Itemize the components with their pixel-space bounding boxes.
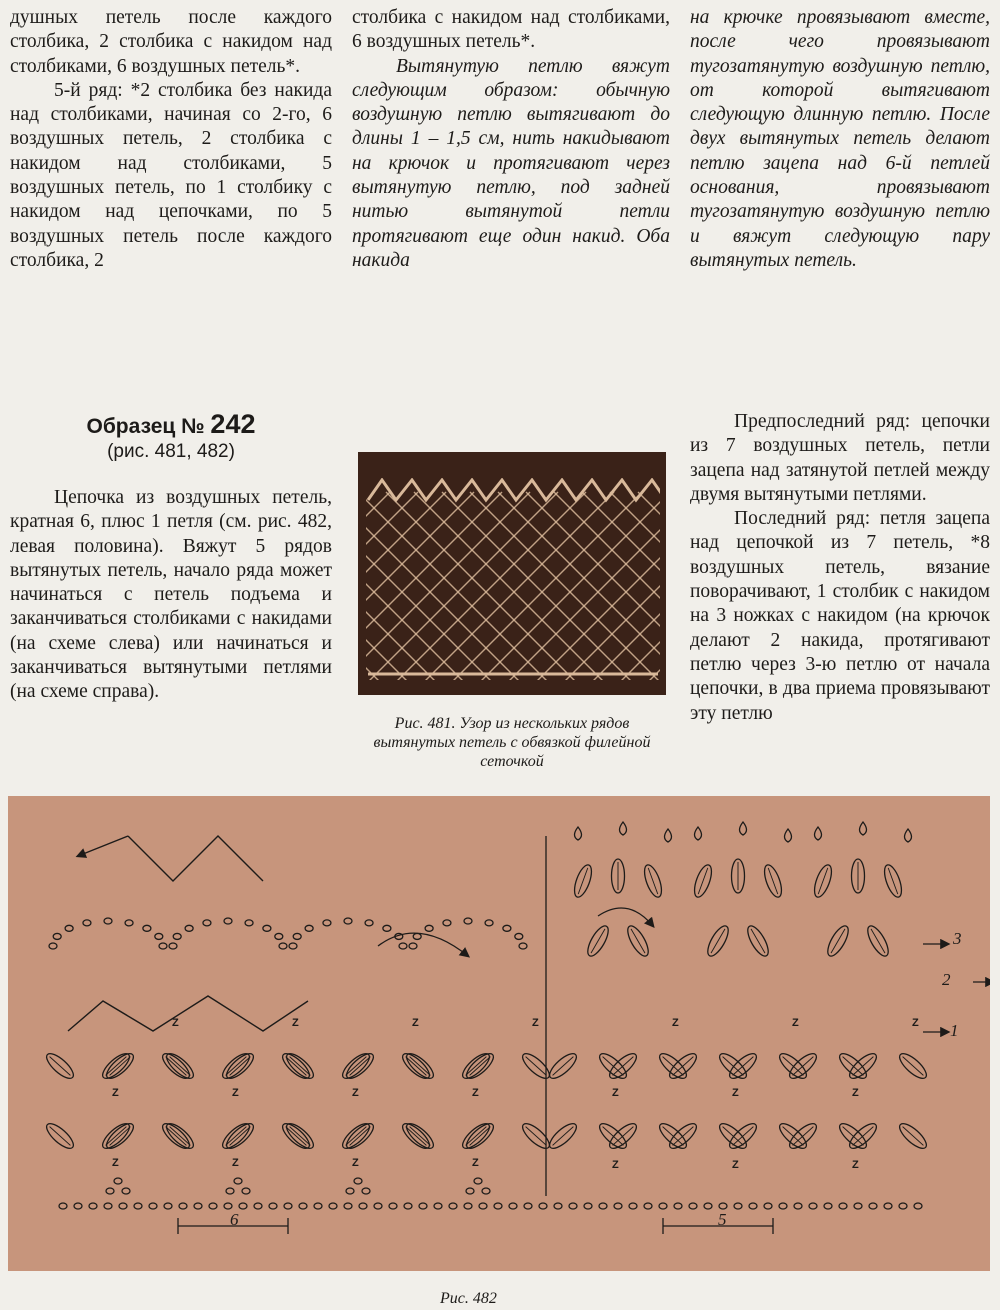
chain-stitch-mark xyxy=(539,1203,547,1209)
chain-stitch-mark xyxy=(83,920,91,926)
chain-stitch-mark xyxy=(155,933,163,939)
elongated-loop-mark xyxy=(526,1127,547,1146)
chain-stitch-mark xyxy=(629,1203,637,1209)
paragraph: на крючке провязывают вместе, после чего провязывают тугозатянутую воздушную петлю, от которой вытягивают следующую длинную петлю. После двух вытянутых петель делают петлю зацепа над 6-й петлей основания, провязывают тугозатянутую воздушную петлю и вяжут следующую пару вытянутых петель. xyxy=(690,7,990,271)
chain-stitch-mark xyxy=(389,1203,397,1209)
slip-stitch-mark: Z xyxy=(472,1087,479,1099)
picot-mark xyxy=(785,829,792,842)
chain-stitch-mark xyxy=(234,1178,242,1184)
repeat-label-left: 6 xyxy=(230,1210,239,1229)
repeat-label-right: 5 xyxy=(718,1210,727,1229)
elongated-loop-mark xyxy=(711,929,725,953)
text-column-3 xyxy=(690,6,990,273)
elongated-loop-mark xyxy=(526,1057,547,1076)
chain-stitch-mark xyxy=(134,1203,142,1209)
chain-stitch-mark xyxy=(104,918,112,924)
chain-stitch-mark xyxy=(164,1203,172,1209)
slip-stitch-mark: Z xyxy=(352,1087,359,1099)
text-column-3-lower xyxy=(690,410,990,726)
chain-stitch-mark xyxy=(365,920,373,926)
chain-stitch-mark xyxy=(293,933,301,939)
chain-stitch-mark xyxy=(584,1203,592,1209)
chain-stitch-mark xyxy=(194,1203,202,1209)
photo-border xyxy=(358,452,666,478)
picot-mark xyxy=(575,827,582,840)
chain-stitch-mark xyxy=(509,1203,517,1209)
elongated-loop-mark xyxy=(871,929,885,953)
chain-stitch-mark xyxy=(209,1203,217,1209)
chain-stitch-mark xyxy=(614,1203,622,1209)
chain-stitch-mark xyxy=(914,1203,922,1209)
chain-stitch-mark xyxy=(434,1203,442,1209)
elongated-loop-mark xyxy=(591,929,605,953)
chain-stitch-mark xyxy=(169,943,177,949)
photo-border xyxy=(660,452,666,695)
chain-stitch-mark xyxy=(599,1203,607,1209)
chain-stitch-mark xyxy=(143,925,151,931)
chain-stitch-mark xyxy=(89,1203,97,1209)
chain-stitch-mark xyxy=(125,920,133,926)
mesh-thread xyxy=(610,492,666,692)
chain-stitch-mark xyxy=(362,1188,370,1194)
elongated-loop-mark xyxy=(831,929,845,953)
chain-stitch-mark xyxy=(106,1188,114,1194)
photo-border xyxy=(358,680,666,695)
chain-stitch-mark xyxy=(53,933,61,939)
chain-stitch-mark xyxy=(734,1203,742,1209)
chain-stitch-mark xyxy=(344,918,352,924)
paragraph: Вытянутую петлю вяжут следующим образом: обычную воздушную петлю вытягивают до длины 1 – 1,5 см, нить накидывают на крючок и протягивают через вытянутую петлю, под задней нитью вытянутой петли протягивают еще один накид. Оба накида xyxy=(352,55,670,271)
elongated-loop-mark xyxy=(50,1127,71,1146)
chain-stitch-mark xyxy=(203,920,211,926)
chain-stitch-mark xyxy=(854,1203,862,1209)
sample-number: 242 xyxy=(210,409,256,439)
chain-stitch-mark xyxy=(419,1203,427,1209)
slip-stitch-mark: Z xyxy=(412,1017,419,1029)
chain-stitch-mark xyxy=(354,1178,362,1184)
chain-stitch-mark xyxy=(185,925,193,931)
chain-stitch-mark xyxy=(383,925,391,931)
chain-stitch-mark xyxy=(74,1203,82,1209)
chain-stitch-mark xyxy=(374,1203,382,1209)
chain-stitch-mark xyxy=(464,918,472,924)
mesh-thread xyxy=(526,492,666,692)
chain-stitch-mark xyxy=(503,925,511,931)
chain-stitch-mark xyxy=(314,1203,322,1209)
slip-stitch-mark: Z xyxy=(852,1159,859,1171)
sample-heading xyxy=(10,410,332,463)
photo-border xyxy=(358,452,366,695)
chain-stitch-mark xyxy=(119,1203,127,1209)
chain-stitch-mark xyxy=(346,1188,354,1194)
chain-stitch-mark xyxy=(554,1203,562,1209)
chain-stitch-mark xyxy=(689,1203,697,1209)
chain-stitch-mark xyxy=(269,1203,277,1209)
elongated-loop-mark xyxy=(903,1127,924,1146)
chain-stitch-mark xyxy=(409,943,417,949)
paragraph: Последний ряд: петля зацепа над цепочкой из 7 петель, *8 воздушных петель, вязание поворачивают, 1 столбик с накидом на 3 ножках с накидом (на крючок делают 2 накида, протягивают петлю через 3-ю петлю от начала цепочки, в два приема провязывают эту петлю xyxy=(690,508,990,724)
chain-stitch-mark xyxy=(466,1188,474,1194)
slip-stitch-mark: Z xyxy=(612,1087,619,1099)
chain-stitch-mark xyxy=(884,1203,892,1209)
chain-stitch-mark xyxy=(644,1203,652,1209)
chain-stitch-mark xyxy=(289,943,297,949)
chain-stitch-mark xyxy=(224,1203,232,1209)
elongated-loop-mark xyxy=(631,929,645,953)
chain-stitch-mark xyxy=(242,1188,250,1194)
sample-figure-ref: (рис. 481, 482) xyxy=(107,441,235,462)
slip-stitch-mark: Z xyxy=(792,1017,799,1029)
chain-stitch-mark xyxy=(704,1203,712,1209)
row-label-1: 1 xyxy=(950,1021,959,1040)
elongated-loop-mark xyxy=(553,1057,574,1076)
chain-stitch-mark xyxy=(449,1203,457,1209)
chain-stitch-mark xyxy=(399,943,407,949)
slip-stitch-mark: Z xyxy=(732,1087,739,1099)
slip-stitch-mark: Z xyxy=(112,1087,119,1099)
chain-stitch-mark xyxy=(114,1178,122,1184)
picot-mark xyxy=(905,829,912,842)
elongated-loop-mark xyxy=(903,1057,924,1076)
chain-stitch-mark xyxy=(404,1203,412,1209)
slip-stitch-mark: Z xyxy=(112,1157,119,1169)
picot-mark xyxy=(665,829,672,842)
chain-stitch-mark xyxy=(299,1203,307,1209)
chain-stitch-mark xyxy=(764,1203,772,1209)
direction-arrow xyxy=(598,908,653,926)
picot-mark xyxy=(740,822,747,835)
chain-stitch-mark xyxy=(254,1203,262,1209)
chain-stitch-mark xyxy=(719,1203,727,1209)
row-label-2: 2 xyxy=(942,970,951,989)
text-column-2 xyxy=(352,6,670,273)
chain-stitch-mark xyxy=(226,1188,234,1194)
slip-stitch-mark: Z xyxy=(912,1017,919,1029)
lace-photo xyxy=(358,452,666,695)
chain-stitch-mark xyxy=(329,1203,337,1209)
chain-stitch-mark xyxy=(413,933,421,939)
chain-stitch-mark xyxy=(49,943,57,949)
chain-stitch-mark xyxy=(59,1203,67,1209)
lace-mesh-image xyxy=(358,452,666,695)
chain-stitch-mark xyxy=(569,1203,577,1209)
chain-stitch-mark xyxy=(122,1188,130,1194)
sample-description xyxy=(10,486,332,705)
paragraph: 5-й ряд: *2 столбика без накида над столбиками, начиная со 2-го, 6 воздушных петель, 2 столбика с накидом над столбиками, 5 воздушных петель, по 1 столбику с накидом над цепочками, по 5 воздушных петель после каждого столбика, 2 xyxy=(10,79,332,271)
chain-stitch-mark xyxy=(869,1203,877,1209)
crochet-chart-diagram xyxy=(8,796,990,1271)
paragraph: Цепочка из воздушных петель, кратная 6, плюс 1 петля (см. рис. 482, левая половина). Вяжут 5 рядов вытянутых петель, начало ряда может начинаться с петель подъема и заканчиваться столбиками с накидами (на схеме слева) или начинаться и заканчиваться вытянутыми петлями (на схеме справа). xyxy=(10,487,332,703)
chain-stitch-mark xyxy=(443,920,451,926)
chain-stitch-mark xyxy=(519,943,527,949)
chain-stitch-mark xyxy=(659,1203,667,1209)
mesh-thread xyxy=(526,492,666,692)
slip-stitch-mark: Z xyxy=(532,1017,539,1029)
chain-stitch-mark xyxy=(482,1188,490,1194)
chain-stitch-mark xyxy=(104,1203,112,1209)
chain-stitch-mark xyxy=(245,920,253,926)
direction-arrow xyxy=(378,933,468,956)
mesh-thread xyxy=(610,492,666,692)
figure-481-caption: Рис. 481. Узор из нескольких рядов вытянутых петель с обвязкой филейной сеточкой xyxy=(373,715,651,770)
chain-stitch-mark xyxy=(809,1203,817,1209)
figure-482-caption: Рис. 482 xyxy=(440,1290,497,1307)
elongated-loop-mark xyxy=(553,1127,574,1146)
row-label-3: 3 xyxy=(953,929,962,948)
slip-stitch-mark: Z xyxy=(472,1157,479,1169)
chain-stitch-mark xyxy=(749,1203,757,1209)
chain-stitch-mark xyxy=(323,920,331,926)
slip-stitch-mark: Z xyxy=(852,1087,859,1099)
chain-stitch-mark xyxy=(899,1203,907,1209)
elongated-loop-mark xyxy=(751,929,765,953)
chain-stitch-mark xyxy=(159,943,167,949)
slip-stitch-mark: Z xyxy=(732,1159,739,1171)
chain-stitch-mark xyxy=(464,1203,472,1209)
chain-stitch-mark xyxy=(839,1203,847,1209)
chain-stitch-mark xyxy=(485,920,493,926)
paragraph: душных петель после каждого столбика, 2 столбика с накидом над столбиками, 6 воздушных петель*. xyxy=(10,7,332,77)
chain-stitch-mark xyxy=(65,925,73,931)
chain-stitch-mark xyxy=(179,1203,187,1209)
picot-mark xyxy=(860,822,867,835)
chain-stitch-mark xyxy=(824,1203,832,1209)
paragraph: Предпоследний ряд: цепочки из 7 воздушных петель, петли зацепа над затянутой петлей между двумя вытянутыми петлями. xyxy=(690,411,990,505)
chain-stitch-mark xyxy=(479,1203,487,1209)
chain-stitch-mark xyxy=(524,1203,532,1209)
elongated-loop-mark xyxy=(50,1057,71,1076)
chain-stitch-mark xyxy=(515,933,523,939)
slip-stitch-mark: Z xyxy=(172,1017,179,1029)
slip-stitch-mark: Z xyxy=(672,1017,679,1029)
slip-stitch-mark: Z xyxy=(352,1157,359,1169)
picot-mark xyxy=(620,822,627,835)
chain-stitch-mark xyxy=(279,943,287,949)
chain-zigzag xyxy=(128,836,263,881)
chain-stitch-mark xyxy=(494,1203,502,1209)
chain-stitch-mark xyxy=(149,1203,157,1209)
slip-stitch-mark: Z xyxy=(232,1157,239,1169)
chain-stitch-mark xyxy=(284,1203,292,1209)
chain-stitch-mark xyxy=(239,1203,247,1209)
picot-mark xyxy=(695,827,702,840)
chain-stitch-mark xyxy=(224,918,232,924)
slip-stitch-mark: Z xyxy=(292,1017,299,1029)
chain-zigzag xyxy=(68,996,308,1031)
chain-stitch-mark xyxy=(305,925,313,931)
slip-stitch-mark: Z xyxy=(612,1159,619,1171)
chain-stitch-mark xyxy=(359,1203,367,1209)
paragraph: столбика с накидом над столбиками, 6 воздушных петель*. xyxy=(352,7,670,53)
chain-stitch-mark xyxy=(425,925,433,931)
sample-title: Образец № xyxy=(86,415,205,438)
chain-stitch-mark xyxy=(263,925,271,931)
chain-stitch-mark xyxy=(344,1203,352,1209)
crochet-chart xyxy=(8,796,990,1271)
chain-stitch-mark xyxy=(674,1203,682,1209)
chain-stitch-mark xyxy=(794,1203,802,1209)
chain-stitch-mark xyxy=(474,1178,482,1184)
picot-mark xyxy=(815,827,822,840)
text-column-1 xyxy=(10,6,332,273)
chain-stitch-mark xyxy=(173,933,181,939)
chain-stitch-mark xyxy=(779,1203,787,1209)
direction-arrow xyxy=(78,836,128,856)
chain-stitch-mark xyxy=(275,933,283,939)
slip-stitch-mark: Z xyxy=(232,1087,239,1099)
